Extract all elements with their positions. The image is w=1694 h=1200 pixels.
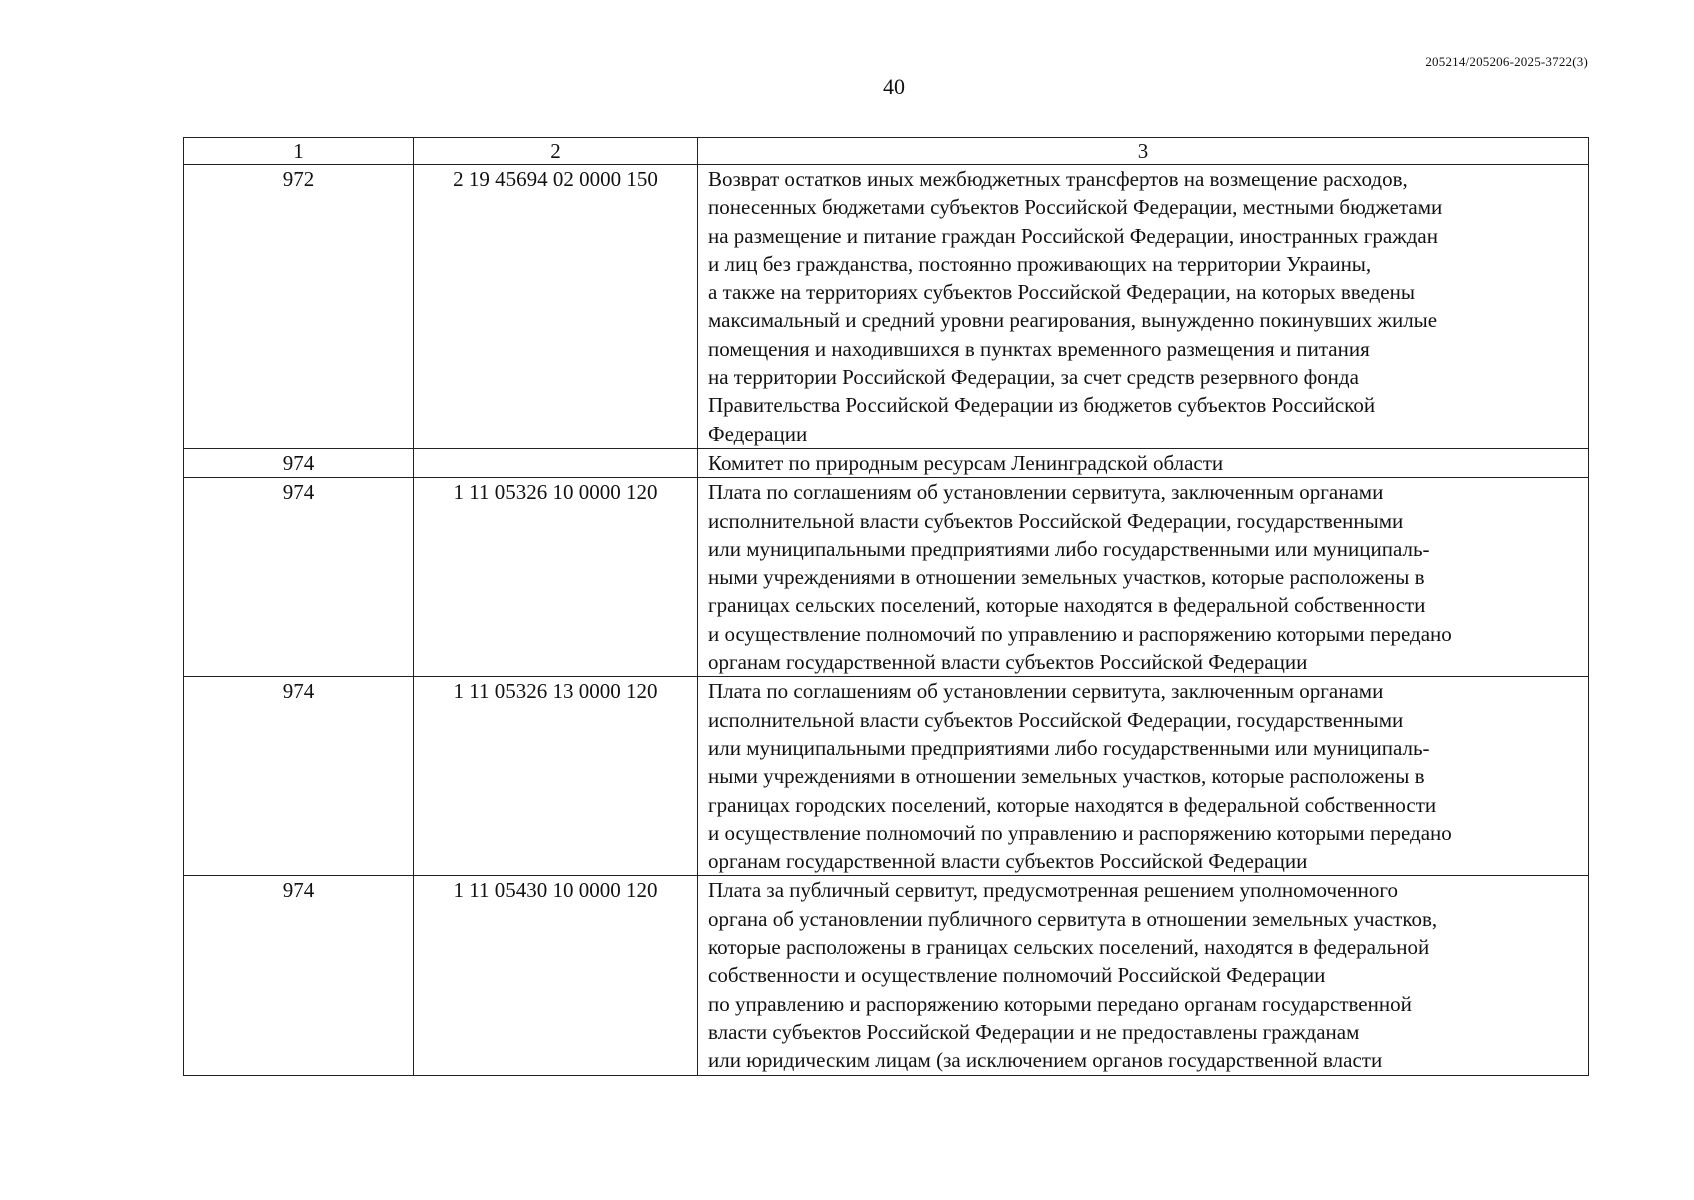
description-line: органа об установлении публичного сервитута в отношении земельных участков, <box>708 906 1438 931</box>
admin-code-cell: 974 <box>184 478 414 677</box>
description-line: исполнительной власти субъектов Российской Федерации, государственными <box>708 508 1404 533</box>
description-line: собственности и осуществление полномочий Российской Федерации <box>708 963 1326 988</box>
description-line: по управлению и распоряжению которыми передано органам государственной <box>708 991 1412 1016</box>
description-line: Плата за публичный сервитут, предусмотренная решением уполномоченного <box>708 878 1398 903</box>
description-cell <box>698 448 1589 477</box>
description-line: Федерации <box>708 421 808 446</box>
description-line: органам государственной власти субъектов Российской Федерации <box>708 849 1308 874</box>
description-line: ными учреждениями в отношении земельных участков, которые расположены в <box>708 565 1425 590</box>
budget-codes-table <box>183 137 1589 1076</box>
table-row <box>184 448 1589 477</box>
description-line: Возврат остатков иных межбюджетных трансфертов на возмещение расходов, <box>708 167 1408 191</box>
description-line: органам государственной власти субъектов Российской Федерации <box>708 650 1308 675</box>
admin-code-cell: 974 <box>184 677 414 876</box>
description-cell <box>698 677 1589 876</box>
description-cell <box>698 478 1589 677</box>
description-line: понесенных бюджетами субъектов Российской Федерации, местными бюджетами <box>708 195 1443 220</box>
description-line: Правительства Российской Федерации из бюджетов субъектов Российской <box>708 393 1376 418</box>
header-col-1: 1 <box>184 138 414 165</box>
budget-classification-code-cell: 1 11 05430 10 0000 120 <box>414 876 698 1075</box>
page-number: 40 <box>883 74 905 99</box>
description-line: или муниципальными предприятиями либо государственными или муниципаль- <box>708 536 1430 561</box>
table-row <box>184 165 1589 449</box>
description-line: и осуществление полномочий по управлению и распоряжению которыми передано <box>708 820 1452 845</box>
admin-code-cell: 972 <box>184 165 414 449</box>
description-line: помещения и находившихся в пунктах временного размещения и питания <box>708 336 1370 361</box>
description-cell <box>698 876 1589 1075</box>
budget-classification-code-cell <box>414 448 698 477</box>
budget-classification-code-cell: 1 11 05326 10 0000 120 <box>414 478 698 677</box>
header-col-2: 2 <box>414 138 698 165</box>
description-line: власти субъектов Российской Федерации и не предоставлены гражданам <box>708 1019 1360 1044</box>
description-line: или муниципальными предприятиями либо государственными или муниципаль- <box>708 735 1430 760</box>
budget-classification-code-cell: 1 11 05326 13 0000 120 <box>414 677 698 876</box>
description-line: Плата по соглашениям об установлении сервитута, заключенным органами <box>708 480 1384 505</box>
description-line: на территории Российской Федерации, за счет средств резервного фонда <box>708 365 1359 390</box>
description-line: ными учреждениями в отношении земельных участков, которые расположены в <box>708 764 1425 789</box>
admin-code-cell: 974 <box>184 448 414 477</box>
description-line: а также на территориях субъектов Российской Федерации, на которых введены <box>708 280 1415 305</box>
table-body <box>184 165 1589 1076</box>
admin-code-cell: 974 <box>184 876 414 1075</box>
table-header-row <box>184 138 1589 165</box>
table-row <box>184 876 1589 1075</box>
description-line: Комитет по природным ресурсам Ленинградской области <box>708 450 1224 475</box>
description-cell <box>698 165 1589 449</box>
description-line: максимальный и средний уровни реагирования, вынужденно покинувших жилые <box>708 308 1438 333</box>
description-line: которые расположены в границах сельских поселений, находятся в федеральной <box>708 935 1430 960</box>
description-line: исполнительной власти субъектов Российской Федерации, государственными <box>708 707 1404 732</box>
document-id: 205214/205206-2025-3722(3) <box>1425 54 1588 69</box>
description-line: и осуществление полномочий по управлению и распоряжению которыми передано <box>708 621 1452 646</box>
description-line: на размещение и питание граждан Российской Федерации, иностранных граждан <box>708 223 1438 248</box>
description-line: и лиц без гражданства, постоянно проживающих на территории Украины, <box>708 251 1372 276</box>
header-col-3: 3 <box>698 138 1589 165</box>
description-line: Плата по соглашениям об установлении сервитута, заключенным органами <box>708 679 1384 704</box>
description-line: границах сельских поселений, которые находятся в федеральной собственности <box>708 593 1426 618</box>
description-line: или юридическим лицам (за исключением органов государственной власти <box>708 1048 1383 1073</box>
table-row <box>184 478 1589 677</box>
table-row <box>184 677 1589 876</box>
budget-classification-code-cell: 2 19 45694 02 0000 150 <box>414 165 698 449</box>
description-line: границах городских поселений, которые находятся в федеральной собственности <box>708 792 1437 817</box>
